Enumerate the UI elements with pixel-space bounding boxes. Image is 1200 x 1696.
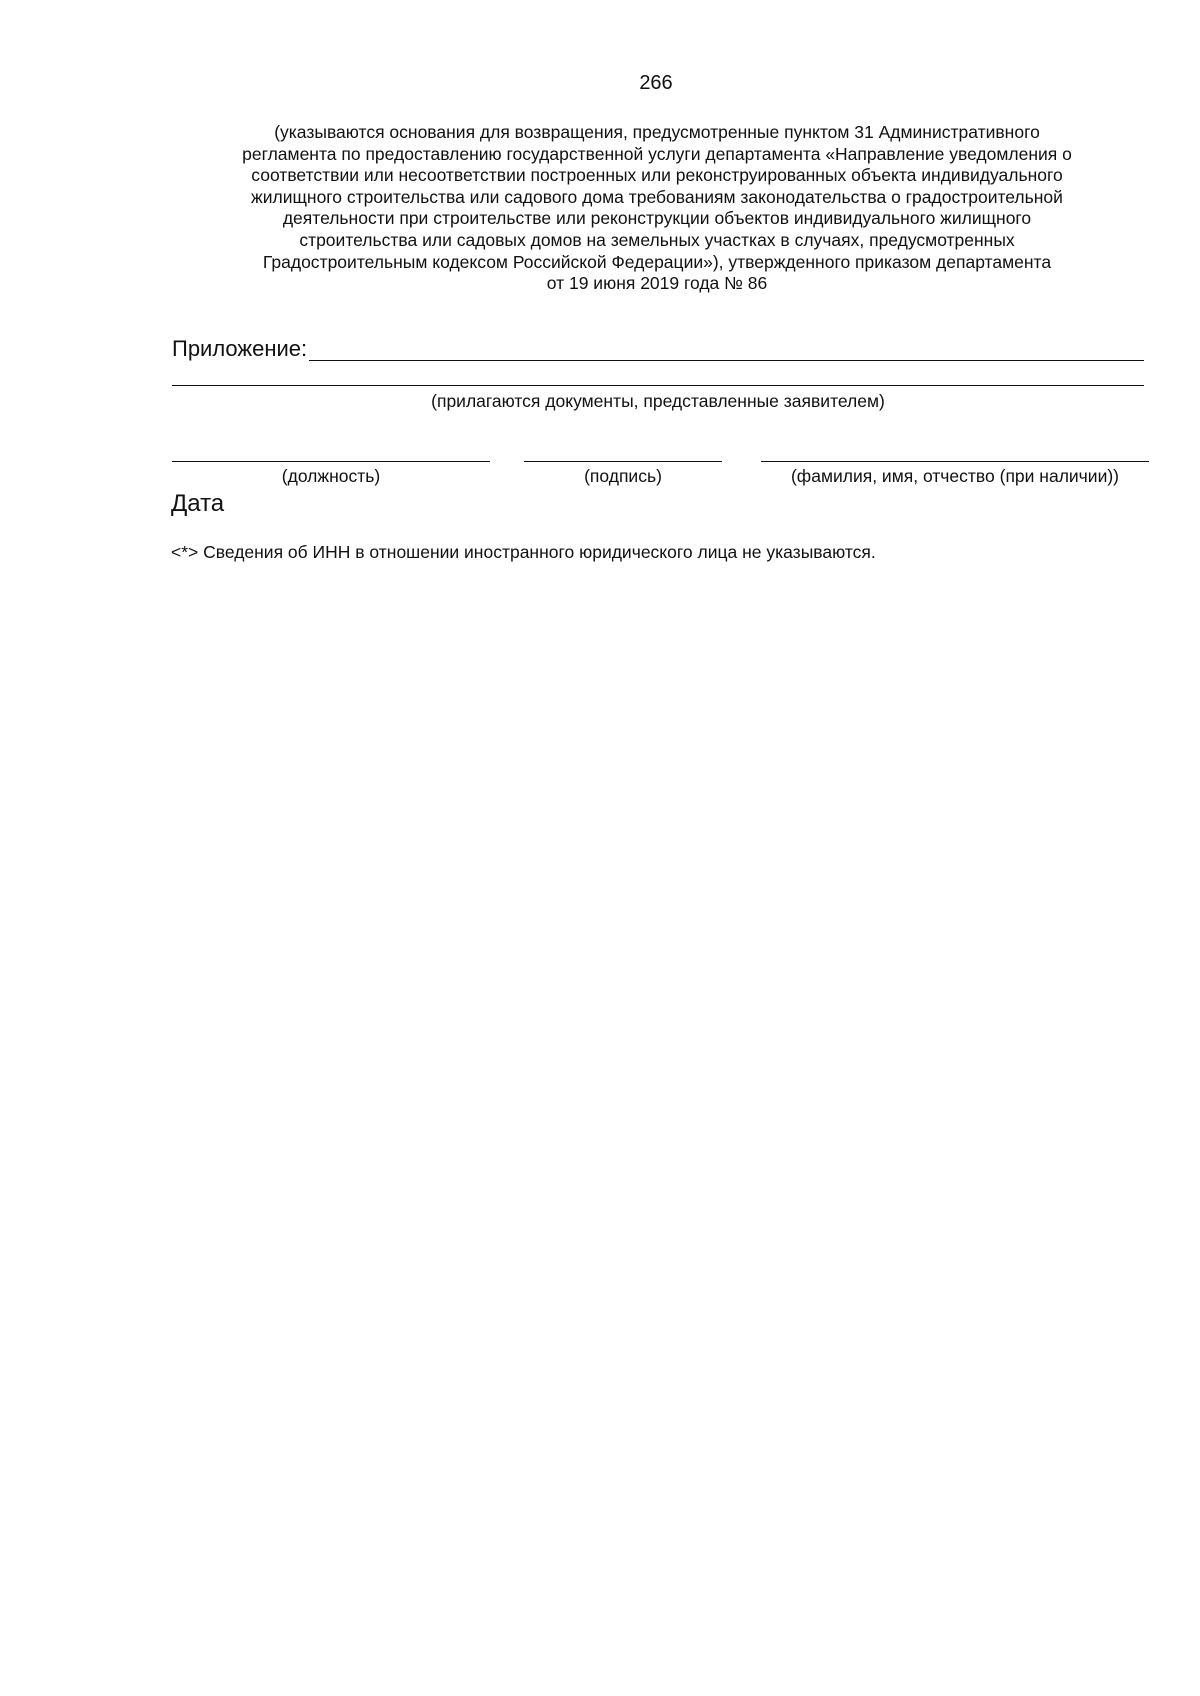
grounds-note-line: регламента по предоставлению государственной услуги департамента «Направление уведомления о [242, 143, 1072, 164]
position-caption: (должность) [281, 466, 381, 486]
attachment-blank-line-2 [172, 385, 1144, 386]
attachment-label: Приложение: [172, 336, 308, 361]
attachment-caption: (прилагаются документы, представленные заявителем) [431, 391, 885, 411]
signature-caption: (подпись) [584, 466, 662, 486]
grounds-note-line: деятельности при строительстве или реконструкции объектов индивидуального жилищного [282, 208, 1032, 229]
grounds-note [172, 122, 1142, 295]
signature-blank-line [524, 461, 722, 462]
grounds-note-line: жилищного строительства или садового дома требованиям законодательства о градостроительной [251, 186, 1063, 207]
grounds-note-line: от 19 июня 2019 года № 86 [546, 273, 768, 294]
date-label: Дата [171, 490, 225, 517]
grounds-note-line: (указываются основания для возвращения, предусмотренные пунктом 31 Административного [274, 122, 1040, 142]
name-blank-line [761, 461, 1149, 462]
page-number: 266 [639, 72, 673, 94]
footnote: <*> Сведения об ИНН в отношении иностранного юридического лица не указываются. [171, 542, 876, 562]
grounds-note-line: строительства или садовых домов на земельных участках в случаях, предусмотренных [299, 229, 1015, 250]
grounds-note-line: соответствии или несоответствии построенных или реконструированных объекта индивидуального [251, 165, 1063, 186]
name-caption: (фамилия, имя, отчество (при наличии)) [790, 466, 1119, 486]
attachment-blank-line [309, 338, 1144, 361]
attachment-row [172, 337, 1144, 361]
grounds-note-line: Градостроительным кодексом Российской Федерации»), утвержденного приказом департамента [262, 251, 1052, 272]
position-blank-line [172, 461, 490, 462]
